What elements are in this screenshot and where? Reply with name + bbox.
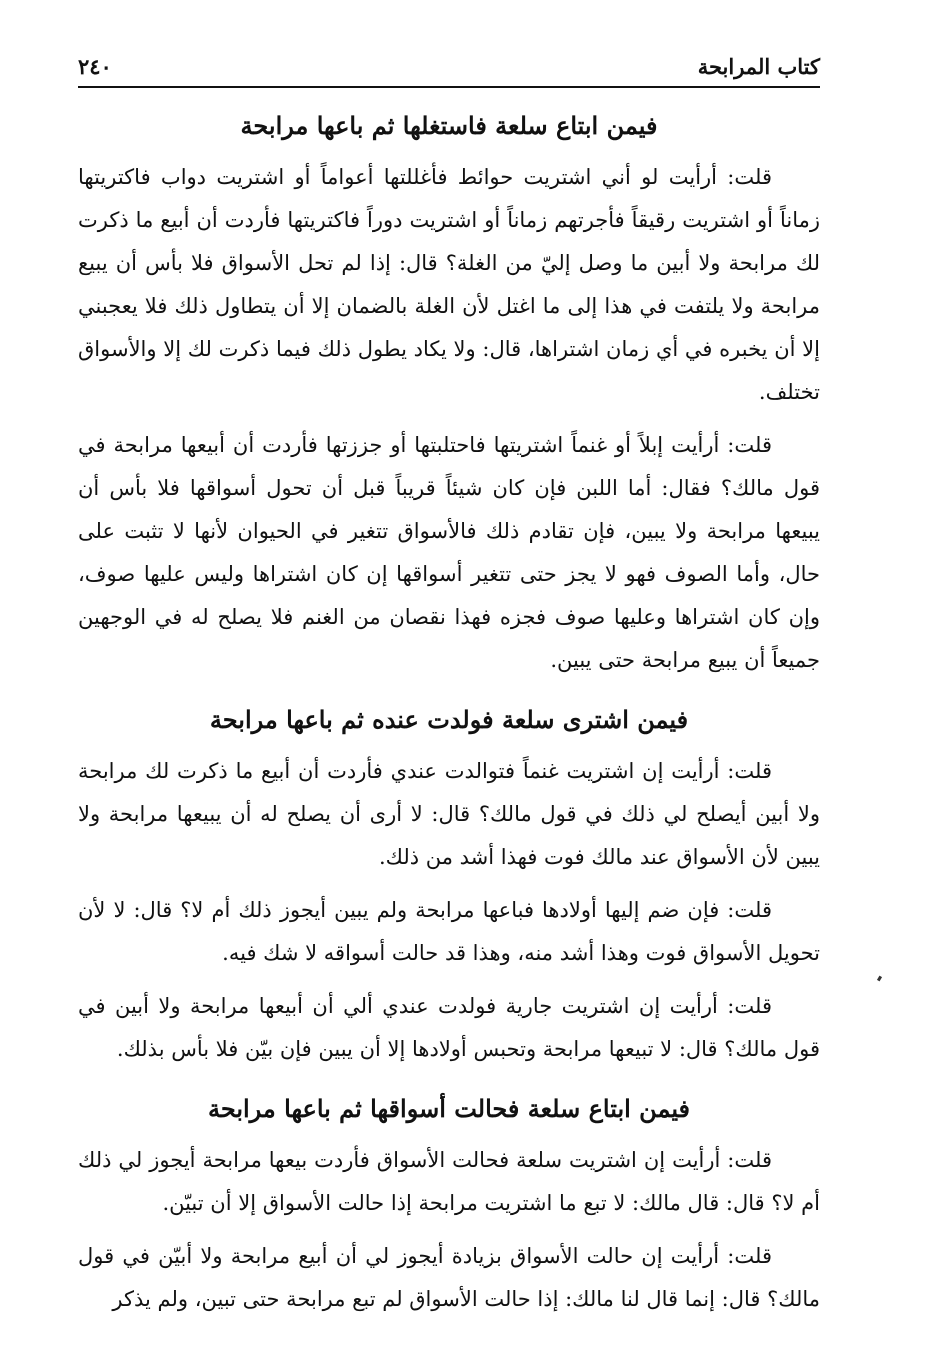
book-page <box>78 40 820 1325</box>
section-2 <box>78 702 820 1071</box>
paragraph: قلت: أرأيت إن اشتريت جارية فولدت عندي ألي أن أبيعها مرابحة ولا أبين في قول مالك؟ قال: لا تبيعها مرابحة وتحبس أولادها إلا أن يبين فإن بيّن فلا بأس بذلك. <box>78 994 820 1061</box>
paragraph: قلت: أرأيت لو أني اشتريت حوائط فأغللتها أعواماً أو اشتريت دواب فاكتريتها زماناً أو اشتريت رقيقاً فأجرتهم زماناً أو اشتريت دوراً فاكتريتها فأردت أن أبيع ما ذكرت لك مرابحة ولا أبين ما وصل إليّ من الغلة؟ قال: إذا لم تحل الأسواق فلا بأس أن يبيع مرابحة ولا يلتفت في هذا إلى ما اغتل لأن الغلة بالضمان إلا أن يتطاول ذلك فلا يعجبني إلا أن يخبره في أي زمان اشتراها، قال: ولا يكاد يطول ذلك فيما ذكرت لك إلا والأسواق تختلف. <box>78 165 820 404</box>
paragraph: قلت: أرأيت إن حالت الأسواق بزيادة أيجوز لي أن أبيع مرابحة ولا أبيّن في قول مالك؟ قال: إنما قال لنا مالك: إذا حالت الأسواق لم تبع مرابحة حتى تبين، ولم يذكر <box>78 1244 820 1311</box>
section-heading: فيمن ابتاع سلعة فاستغلها ثم باعها مرابحة <box>240 111 658 140</box>
paragraph: قلت: أرأيت إن اشتريت غنماً فتوالدت عندي فأردت أن أبيع ما ذكرت لك مرابحة ولا أبين أيصلح لي ذلك في قول مالك؟ قال: لا أرى أن يصلح له أن يبيعها مرابحة ولا يبين لأن الأسواق عند مالك فوت فهذا أشد من ذلك. <box>78 759 820 869</box>
paragraph: قلت: أرأيت إبلاً أو غنماً اشتريتها فاحتلبتها أو جززتها فأردت أن أبيعها مرابحة في قول مالك؟ فقال: أما اللبن فإن كان شيئاً قريباً قبل أن تحول أسواقها فلا بأس أن يبيعها مرابحة ولا يبين، فإن تقادم ذلك فالأسواق تتغير في الحيوان لأنها لا تثبت على حال، وأما الصوف فهو لا يجز حتى تتغير أسواقها إن كان اشتراها وليس عليها صوف، وإن كان اشتراها وعليها صوف فجزه فهذا نقصان من الغنم فلا يصلح له في الوجهين جميعاً أن يبيع مرابحة حتى يبين. <box>78 433 820 672</box>
paragraph: قلت: فإن ضم إليها أولادها فباعها مرابحة ولم يبين أيجوز ذلك أم لا؟ قال: لا لأن تحويل الأسواق فوت وهذا أشد منه، وهذا قد حالت أسواقه لا شك فيه. <box>78 898 820 965</box>
paragraph: قلت: أرأيت إن اشتريت سلعة فحالت الأسواق فأردت بيعها مرابحة أيجوز لي ذلك أم لا؟ قال: قال مالك: لا تبع ما اشتريت مرابحة إذا حالت الأسواق إلا أن تبيّن. <box>78 1148 820 1215</box>
section-1 <box>78 108 820 682</box>
section-3 <box>78 1091 820 1321</box>
book-title: كتاب المرابحة <box>697 54 820 79</box>
section-heading: فيمن ابتاع سلعة فحالت أسواقها ثم باعها مرابحة <box>207 1094 691 1123</box>
scan-speck <box>877 976 882 982</box>
section-heading: فيمن اشترى سلعة فولدت عنده ثم باعها مرابحة <box>209 705 689 734</box>
page-number: ٢٤٠ <box>78 54 112 79</box>
running-head <box>78 40 820 88</box>
